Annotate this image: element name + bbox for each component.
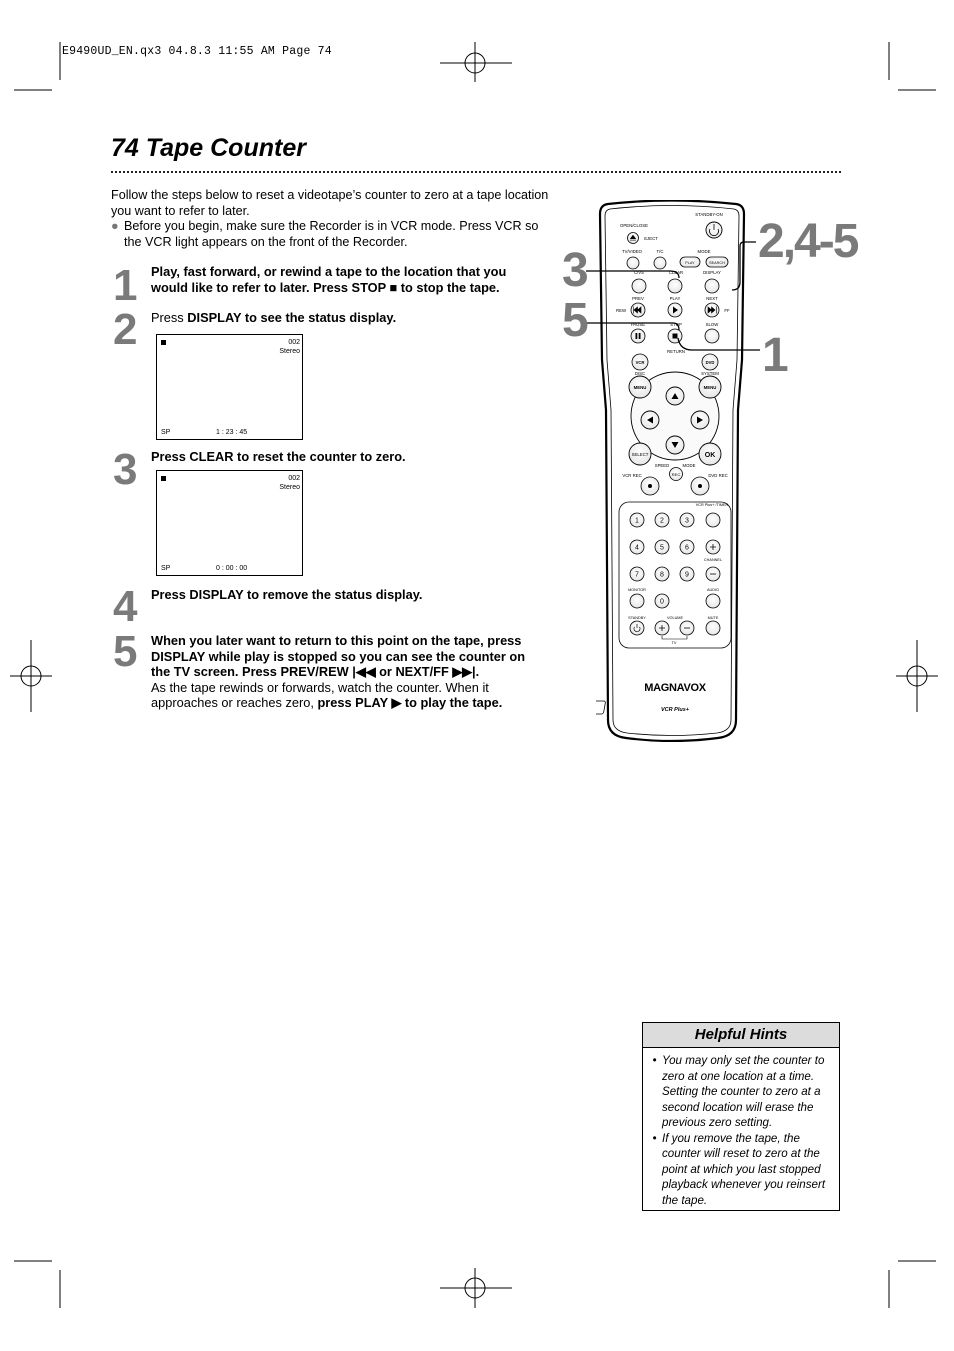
tape-counter: 0 : 00 : 00 [216,565,248,572]
svg-text:SLOW: SLOW [705,322,719,327]
step-text-2: Press DISPLAY to see the status display. [151,310,397,325]
svg-text:MAGNAVOX: MAGNAVOX [644,682,706,694]
callout-step-5: 5 [562,294,587,347]
helpful-hints-title: Helpful Hints [643,1023,839,1048]
svg-text:PLAY: PLAY [685,261,695,265]
svg-text:7: 7 [635,571,639,579]
callout-step-1: 1 [762,329,787,382]
tape-speed: SP [161,565,171,572]
helpful-hints-list [643,1048,839,1208]
svg-text:MODE: MODE [682,463,696,468]
svg-text:TV: TV [671,641,677,645]
file-slug: E9490UD_EN.qx3 04.8.3 11:55 AM Page 74 [62,45,332,58]
svg-text:VCR: VCR [635,360,645,365]
svg-text:AUDIO: AUDIO [706,588,720,592]
svg-text:RETURN: RETURN [667,349,685,354]
svg-text:DISC: DISC [634,371,646,376]
svg-text:PAUSE: PAUSE [630,322,646,327]
svg-text:6: 6 [685,544,689,552]
svg-text:SYSTEM: SYSTEM [701,371,719,376]
svg-text:OK: OK [704,452,716,459]
svg-text:DVD: DVD [705,360,715,365]
dotted-rule [111,171,841,173]
svg-text:REW: REW [615,308,627,313]
svg-text:MODE: MODE [697,249,711,254]
callout-leaders [580,220,780,360]
hint-item: • If you remove the tape, the counter will reset to zero at the point at which you last stopped playback whenever you reinsert the tape. [652,1131,826,1207]
page-title: 74 Tape Counter [111,134,306,162]
step-number-5: 5 [113,627,137,676]
svg-text:REC: REC [671,472,681,477]
svg-text:DISPLAY: DISPLAY [703,270,721,275]
svg-text:VOLUME: VOLUME [666,616,684,620]
svg-text:DVD REC: DVD REC [708,473,728,478]
svg-text:STOP: STOP [670,322,682,327]
svg-text:VCR Plus+: VCR Plus+ [661,707,689,713]
svg-text:PREV: PREV [632,296,644,301]
callout-steps-2-4-5: 2,4-5 [758,215,858,268]
svg-text:8: 8 [660,571,664,579]
svg-text:SEARCH: SEARCH [709,261,725,265]
helpful-hints-box [642,1022,840,1211]
intro [111,188,551,250]
svg-text:STANDBY-ON: STANDBY-ON [695,212,723,217]
svg-text:4: 4 [635,544,639,552]
intro-bullet [111,219,551,250]
svg-text:T/C: T/C [656,249,664,254]
svg-text:MUTE: MUTE [707,616,719,620]
svg-text:VCR REC: VCR REC [622,473,642,478]
tape-speed: SP [161,429,171,436]
step-number-4: 4 [113,582,137,631]
svg-text:OPEN/CLOSE: OPEN/CLOSE [620,223,648,228]
stop-icon [161,476,166,481]
svg-text:PLAY: PLAY [669,296,681,301]
step-text-1: Play, fast forward, or rewind a tape to the location that you would like to refer to later. Press STOP ■ to stop the tape. [151,264,507,295]
step-text-3: Press CLEAR to reset the counter to zero. [151,449,406,464]
hint-item: • You may only set the counter to zero at one location at a time. Setting the counter to zero at a second location will erase the previous zero setting. [652,1054,825,1129]
svg-text:0: 0 [660,598,664,606]
svg-text:VCR Plus+ /TIMER: VCR Plus+ /TIMER [695,503,729,507]
step-number-2: 2 [113,305,137,354]
svg-text:9: 9 [685,571,689,579]
svg-text:C/VS: C/VS [633,270,645,275]
svg-text:SPEED: SPEED [654,463,670,468]
channel-readout: 002 Stereo [279,339,300,355]
status-display-screen-reset [156,470,303,576]
svg-text:EJECT: EJECT [644,236,658,241]
svg-text:FF: FF [724,308,730,313]
step-text-4: Press DISPLAY to remove the status display. [151,587,423,602]
tape-counter: 1 : 23 : 45 [216,429,248,436]
svg-text:MENU: MENU [633,385,647,390]
svg-text:1: 1 [635,517,639,525]
bullet-dot-icon: ● [111,219,119,233]
step-number-1: 1 [113,261,137,310]
status-display-screen [156,334,303,440]
svg-text:CLEAR: CLEAR [668,270,684,275]
step-text-5: When you later want to return to this point on the tape, press DISPLAY while play is stopped so you can see the counter on the TV screen. Press PREV/REW |◀◀ or NEXT/FF ▶▶|. As the tape rewinds or forwards, watch the counter. When it approaches or reaches zero, press PLAY ▶ to play the tape. [151,633,526,710]
callout-step-3: 3 [562,244,587,297]
svg-text:NEXT: NEXT [706,296,718,301]
intro-bullet-text: Before you begin, make sure the Recorder is in VCR mode. Press VCR so the VCR light appears on the front of the Recorder. [124,219,539,249]
step-number-3: 3 [113,445,137,494]
stop-icon [161,340,166,345]
svg-text:5: 5 [660,544,664,552]
svg-text:CHANNEL: CHANNEL [703,558,723,562]
svg-text:SELECT: SELECT [631,452,649,457]
svg-text:2: 2 [660,517,664,525]
svg-text:MENU: MENU [703,385,717,390]
svg-text:3: 3 [685,517,689,525]
intro-text: Follow the steps below to reset a videotape’s counter to zero at a tape location you want to refer to later. [111,188,549,218]
svg-text:TV/VIDEO: TV/VIDEO [621,249,643,254]
svg-text:MONITOR: MONITOR [628,588,646,592]
channel-readout: 002 Stereo [279,475,300,491]
svg-text:STANDBY: STANDBY [628,616,646,620]
